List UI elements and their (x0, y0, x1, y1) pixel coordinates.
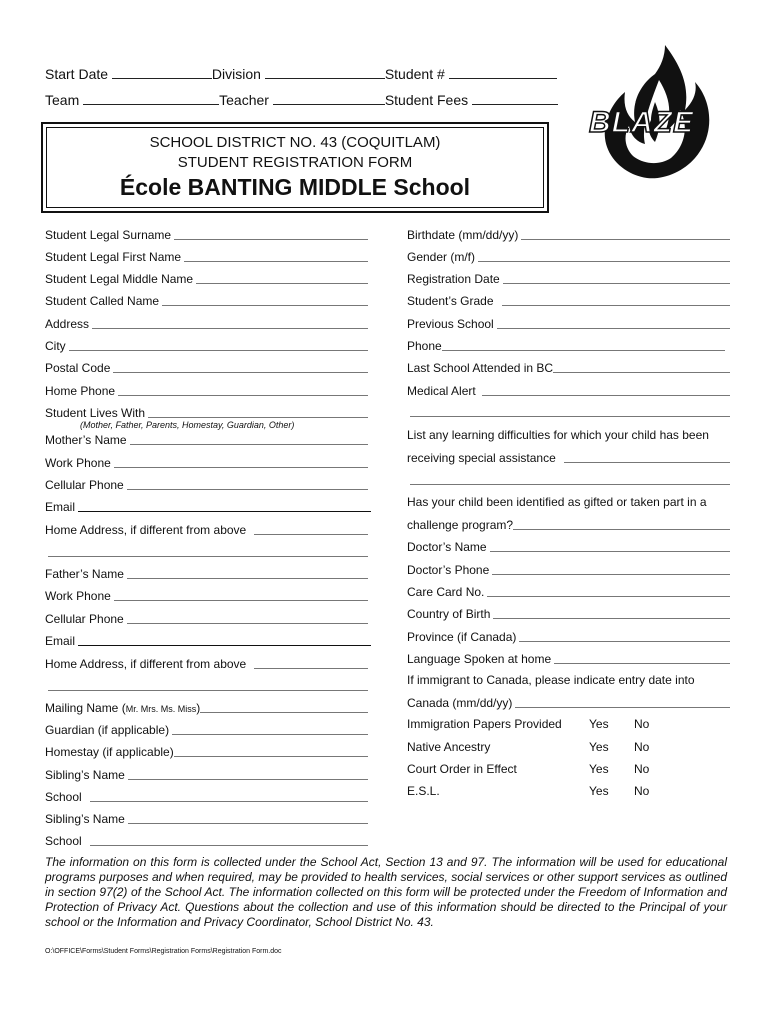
mother-name-field[interactable] (130, 444, 368, 445)
learning-question-1: List any learning difficulties for which your child has been (407, 428, 709, 442)
mother-work-phone-field[interactable] (114, 467, 368, 468)
native-ancestry-label: Native Ancestry (407, 740, 491, 754)
medical-alert-label: Medical Alert (407, 384, 476, 398)
sibling-school-row-1[interactable] (45, 788, 368, 804)
city-row[interactable] (45, 337, 368, 353)
medical-alert-row[interactable] (407, 382, 730, 398)
immigrant-question-2: Canada (mm/dd/yy) (407, 696, 513, 710)
court-order-no[interactable]: No (634, 762, 650, 776)
school-label: School (45, 834, 82, 848)
school-label: School (45, 790, 82, 804)
gifted-field[interactable] (513, 529, 730, 530)
registration-date-row[interactable] (407, 270, 730, 286)
blaze-logo (585, 40, 730, 185)
mother-work-phone-row[interactable] (45, 454, 368, 470)
birthdate-field[interactable] (521, 239, 730, 240)
middle-name-field[interactable] (196, 283, 368, 284)
start-date-label: Start Date (45, 66, 109, 82)
first-name-label: Student Legal First Name (45, 250, 182, 264)
mother-cell-row[interactable] (45, 476, 368, 492)
team-label: Team (45, 92, 80, 108)
court-order-yes[interactable]: Yes (589, 762, 609, 776)
home-address-diff-label: Home Address, if different from above (45, 523, 247, 537)
esl-label: E.S.L. (407, 784, 440, 798)
school-title: École BANTING MIDDLE School (119, 174, 471, 200)
sibling-school-row-2[interactable] (45, 832, 368, 848)
privacy-notice: The information on this form is collected under the School Act, Section 13 and 97. The information will be used for educational programs purposes and when required, may be provided to health services, social services or other support services as outlined in section 97(2) of the School Act. The information collected on this form will be protected under the Freedom of Information and Protection of Privacy Act. Questions about the collection and use of this information should be directed to the Principal of your school or the Information and Privacy Coordinator, School District No. 43. (45, 855, 727, 929)
student-fees-field[interactable] (472, 91, 558, 105)
registration-date-label: Registration Date (407, 272, 500, 286)
mailing-name-field[interactable] (200, 712, 368, 713)
lives-with-row[interactable] (45, 404, 368, 420)
esl-yes[interactable]: Yes (589, 784, 609, 798)
province-label: Province (if Canada) (407, 630, 517, 644)
native-ancestry-yes[interactable]: Yes (589, 740, 609, 754)
gender-row[interactable] (407, 248, 730, 264)
address-label: Address (45, 317, 90, 331)
doctor-name-row[interactable] (407, 538, 730, 554)
home-phone-field[interactable] (118, 395, 368, 396)
last-school-label: Last School Attended in BC (407, 361, 554, 375)
father-email-field[interactable] (78, 645, 371, 646)
surname-label: Student Legal Surname (45, 228, 172, 242)
sibling-name-label: Sibling’s Name (45, 812, 125, 826)
start-date-field[interactable] (112, 65, 212, 79)
file-path: O:\OFFICE\Forms\Student Forms\Registration Forms\Registration Form.doc (45, 948, 282, 955)
called-name-row[interactable] (45, 292, 368, 308)
birthdate-label: Birthdate (mm/dd/yy) (407, 228, 519, 242)
form-header-box (41, 122, 549, 213)
homestay-field[interactable] (174, 756, 368, 757)
sibling-school-field-1[interactable] (90, 801, 368, 802)
homestay-label: Homestay (if applicable) (45, 745, 174, 759)
language-field[interactable] (554, 663, 730, 664)
student-fees-label: Student Fees (384, 92, 469, 108)
address-row[interactable] (45, 315, 368, 331)
province-field[interactable] (519, 641, 730, 642)
lives-with-field[interactable] (148, 417, 368, 418)
sibling-name-label: Sibling’s Name (45, 768, 125, 782)
email-label: Email (45, 634, 76, 648)
address-field[interactable] (92, 328, 368, 329)
grade-field[interactable] (502, 305, 730, 306)
immigration-papers-label: Immigration Papers Provided (407, 717, 562, 731)
sibling-name-row-2[interactable] (45, 810, 368, 826)
sibling-name-field-2[interactable] (128, 823, 368, 824)
doctor-name-field[interactable] (490, 551, 730, 552)
logo-text: BLAZE (589, 106, 694, 139)
student-number-label: Student # (384, 66, 445, 82)
court-order-label: Court Order in Effect (407, 762, 517, 776)
guardian-field[interactable] (172, 734, 368, 735)
guardian-row[interactable] (45, 721, 368, 737)
learning-field[interactable] (564, 462, 730, 463)
father-cell-field[interactable] (127, 623, 368, 624)
mailing-name-label: Mailing Name (Mr. Mrs. Ms. Miss) (45, 701, 201, 715)
immigrant-question-1: If immigrant to Canada, please indicate entry date into (407, 673, 695, 687)
phone-field[interactable] (442, 350, 725, 351)
doctor-phone-label: Doctor’s Phone (407, 563, 490, 577)
father-home-address-line2[interactable] (48, 690, 368, 691)
previous-school-label: Previous School (407, 317, 494, 331)
city-label: City (45, 339, 66, 353)
immigration-papers-no[interactable]: No (634, 717, 650, 731)
gifted-question-2: challenge program? (407, 518, 514, 532)
language-row[interactable] (407, 650, 730, 666)
father-cell-row[interactable] (45, 610, 368, 626)
work-phone-label: Work Phone (45, 589, 111, 603)
called-name-label: Student Called Name (45, 294, 160, 308)
home-phone-row[interactable] (45, 382, 368, 398)
top-row-1 (45, 65, 557, 82)
sibling-name-field-1[interactable] (128, 779, 368, 780)
form-title: STUDENT REGISTRATION FORM (177, 154, 413, 171)
first-name-row[interactable] (45, 248, 368, 264)
care-card-field[interactable] (487, 596, 730, 597)
birthdate-row[interactable] (407, 226, 730, 242)
mother-home-address-line2[interactable] (48, 556, 368, 557)
gifted-row[interactable] (407, 516, 730, 532)
father-name-field[interactable] (127, 578, 368, 579)
postal-field[interactable] (113, 372, 368, 373)
father-home-address-field[interactable] (254, 668, 368, 669)
father-work-phone-row[interactable] (45, 587, 368, 603)
esl-no[interactable]: No (634, 784, 650, 798)
mother-name-row[interactable] (45, 431, 368, 447)
gifted-question-1: Has your child been identified as gifted or taken part in a (407, 495, 707, 509)
phone-row[interactable] (407, 337, 725, 353)
father-name-label: Father’s Name (45, 567, 124, 581)
care-card-row[interactable] (407, 583, 730, 599)
sibling-school-field-2[interactable] (90, 845, 368, 846)
country-label: Country of Birth (407, 607, 491, 621)
mother-cell-field[interactable] (127, 489, 368, 490)
gender-label: Gender (m/f) (407, 250, 476, 264)
teacher-field[interactable] (273, 91, 385, 105)
top-row-2 (45, 91, 558, 108)
last-school-row[interactable] (407, 359, 730, 375)
care-card-label: Care Card No. (407, 585, 485, 599)
home-phone-label: Home Phone (45, 384, 116, 398)
student-number-field[interactable] (449, 65, 557, 79)
lives-with-label: Student Lives With (45, 406, 146, 420)
father-name-row[interactable] (45, 565, 368, 581)
district-title: SCHOOL DISTRICT NO. 43 (COQUITLAM) (149, 134, 441, 151)
country-field[interactable] (493, 618, 730, 619)
doctor-phone-row[interactable] (407, 561, 730, 577)
first-name-field[interactable] (184, 261, 368, 262)
learning-question-2: receiving special assistance (407, 451, 556, 465)
middle-name-row[interactable] (45, 270, 368, 286)
home-address-diff-label: Home Address, if different from above (45, 657, 247, 671)
teacher-label: Teacher (219, 92, 269, 108)
team-field[interactable] (83, 91, 219, 105)
immigration-papers-yes[interactable]: Yes (589, 717, 609, 731)
surname-row[interactable] (45, 226, 368, 242)
mother-home-address-row[interactable] (45, 521, 368, 537)
guardian-label: Guardian (if applicable) (45, 723, 170, 737)
mother-name-label: Mother’s Name (45, 433, 127, 447)
surname-field[interactable] (174, 239, 368, 240)
gender-field[interactable] (478, 261, 730, 262)
grade-row[interactable] (407, 292, 730, 308)
cell-phone-label: Cellular Phone (45, 478, 124, 492)
mother-home-address-field[interactable] (254, 534, 368, 535)
learning-line2[interactable] (410, 484, 730, 485)
postal-label: Postal Code (45, 361, 111, 375)
father-work-phone-field[interactable] (114, 600, 368, 601)
registration-date-field[interactable] (503, 283, 730, 284)
sibling-name-row-1[interactable] (45, 766, 368, 782)
previous-school-row[interactable] (407, 315, 730, 331)
father-email-row[interactable] (45, 632, 371, 648)
mother-email-row[interactable] (45, 498, 371, 514)
division-label: Division (211, 66, 261, 82)
entry-date-row[interactable] (407, 694, 730, 710)
work-phone-label: Work Phone (45, 456, 111, 470)
country-row[interactable] (407, 605, 730, 621)
middle-name-label: Student Legal Middle Name (45, 272, 194, 286)
language-label: Language Spoken at home (407, 652, 552, 666)
phone-label: Phone (407, 339, 442, 353)
called-name-field[interactable] (162, 305, 368, 306)
city-field[interactable] (69, 350, 368, 351)
previous-school-field[interactable] (497, 328, 730, 329)
father-home-address-row[interactable] (45, 655, 368, 671)
homestay-row[interactable] (45, 743, 368, 759)
province-row[interactable] (407, 628, 730, 644)
native-ancestry-no[interactable]: No (634, 740, 650, 754)
cell-phone-label: Cellular Phone (45, 612, 124, 626)
learning-row[interactable] (407, 449, 730, 465)
doctor-name-label: Doctor’s Name (407, 540, 487, 554)
division-field[interactable] (265, 65, 385, 79)
entry-date-field[interactable] (515, 707, 730, 708)
grade-label: Student’s Grade (407, 294, 494, 308)
mailing-name-row[interactable] (45, 699, 368, 715)
email-label: Email (45, 500, 76, 514)
doctor-phone-field[interactable] (492, 574, 730, 575)
medical-alert-field[interactable] (482, 395, 730, 396)
last-school-field[interactable] (553, 372, 730, 373)
lives-with-hint: (Mother, Father, Parents, Homestay, Guardian, Other) (80, 420, 295, 430)
postal-row[interactable] (45, 359, 368, 375)
mother-email-field[interactable] (78, 511, 371, 512)
medical-alert-line2[interactable] (410, 416, 730, 417)
